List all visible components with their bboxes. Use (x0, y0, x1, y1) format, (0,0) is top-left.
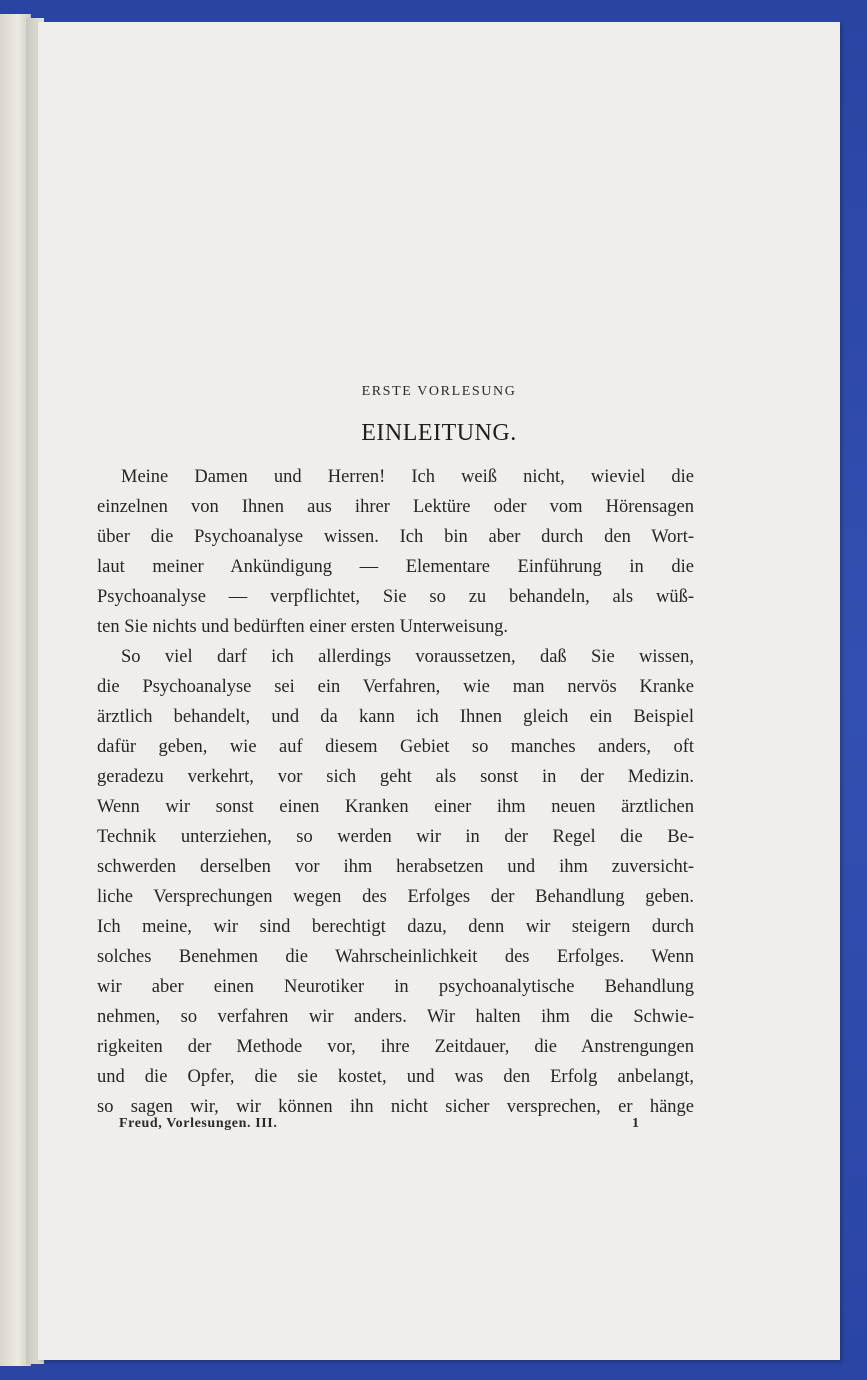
footer-book-reference: Freud, Vorlesungen. III. (119, 1116, 278, 1131)
text-line: über die Psychoanalyse wissen. Ich bin aber durch den Wort- (97, 527, 694, 547)
text-line: so sagen wir, wir können ihn nicht sicher versprechen, er hänge (97, 1097, 694, 1117)
text-line: solches Benehmen die Wahrscheinlichkeit des Erfolges. Wenn (97, 947, 694, 967)
text-line: liche Versprechungen wegen des Erfolges der Behandlung geben. (97, 887, 694, 907)
text-line: Technik unterziehen, so werden wir in der Regel die Be- (97, 827, 694, 847)
text-line: ärztlich behandelt, und da kann ich Ihnen gleich ein Beispiel (97, 707, 694, 727)
running-head: ERSTE VORLESUNG (361, 384, 517, 399)
paragraph-1 (97, 462, 694, 642)
text-line: schwerden derselben vor ihm herabsetzen und ihm zuversicht- (97, 857, 694, 877)
body-text (97, 462, 694, 1122)
book-page (38, 22, 840, 1360)
text-line: ten Sie nichts und bedürften einer ersten Unterweisung. (97, 617, 508, 637)
page-number: 1 (632, 1116, 639, 1131)
paragraph-2 (97, 642, 694, 1122)
text-line: So viel darf ich allerdings voraussetzen, daß Sie wissen, (121, 647, 694, 667)
text-line: wir aber einen Neurotiker in psychoanalytische Behandlung (97, 977, 694, 997)
text-line: Wenn wir sonst einen Kranken einer ihm neuen ärztlichen (97, 797, 694, 817)
text-line: Meine Damen und Herren! Ich weiß nicht, wieviel die (121, 467, 694, 487)
text-line: geradezu verkehrt, vor sich geht als sonst in der Medizin. (97, 767, 694, 787)
text-line: und die Opfer, die sie kostet, und was den Erfolg anbelangt, (97, 1067, 694, 1087)
text-line: die Psychoanalyse sei ein Verfahren, wie man nervös Kranke (97, 677, 694, 697)
text-line: dafür geben, wie auf diesem Gebiet so manches anders, oft (97, 737, 694, 757)
text-line: Ich meine, wir sind berechtigt dazu, denn wir steigern durch (97, 917, 694, 937)
text-line: einzelnen von Ihnen aus ihrer Lektüre oder vom Hörensagen (97, 497, 694, 517)
text-line: Psychoanalyse — verpflichtet, Sie so zu behandeln, als wüß- (97, 587, 694, 607)
text-line: rigkeiten der Methode vor, ihre Zeitdauer, die Anstrengungen (97, 1037, 694, 1057)
chapter-title: EINLEITUNG. (361, 420, 517, 446)
text-line: laut meiner Ankündigung — Elementare Einführung in die (97, 557, 694, 577)
text-line: nehmen, so verfahren wir anders. Wir halten ihm die Schwie- (97, 1007, 694, 1027)
